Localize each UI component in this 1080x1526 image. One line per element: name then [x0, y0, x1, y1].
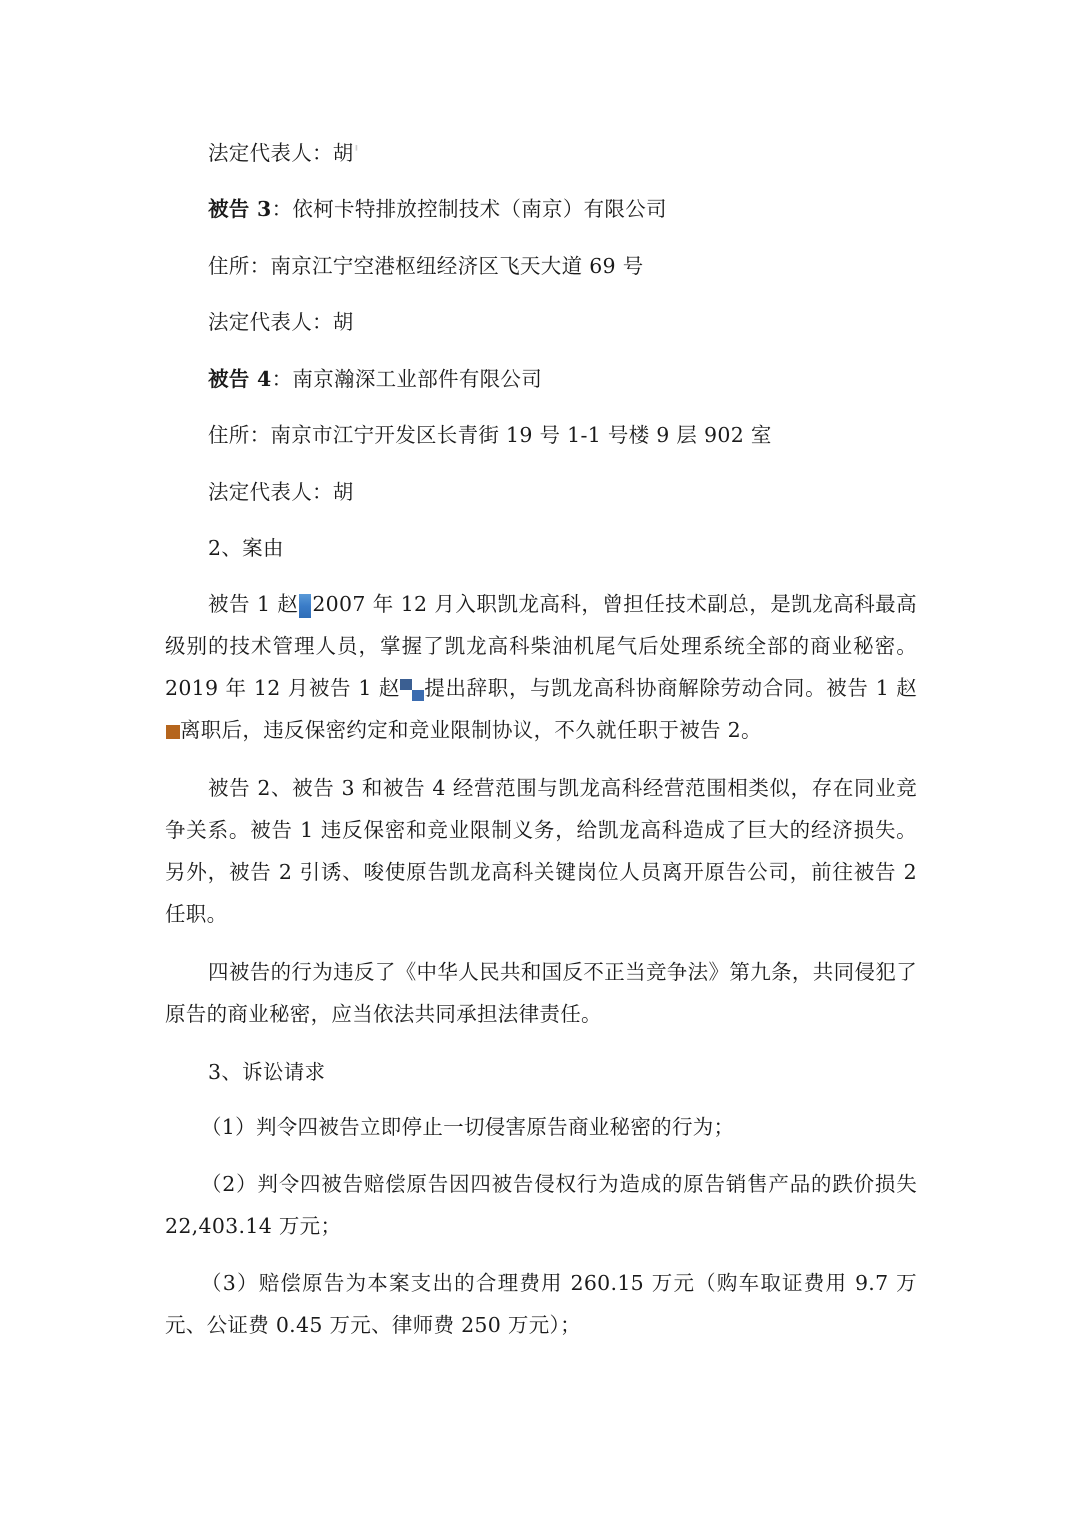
legal-rep-line-2: 法定代表人：胡 [208, 310, 354, 334]
redaction-mosaic [299, 594, 311, 618]
claim-1: （1）判令四被告立即停止一切侵害原告商业秘密的行为； [201, 1115, 735, 1139]
redaction-mosaic [166, 725, 180, 739]
defendant-3-name: 依柯卡特排放控制技术（南京）有限公司 [292, 197, 667, 221]
defendant-4-label: 被告 4 [208, 367, 272, 391]
redaction-mosaic [400, 679, 424, 701]
section-3-heading: 3、诉讼请求 [208, 1060, 326, 1084]
legal-rep-line-1: 法定代表人：胡' [208, 141, 360, 165]
defendant-3-address: 住所：南京江宁空港枢纽经济区飞天大道 69 号 [208, 254, 644, 278]
case-cause-paragraph-2: 被告 2、被告 3 和被告 4 经营范围与凯龙高科经营范围相类似，存在同业竞争关系。被告 1 违反保密和竞业限制义务，给凯龙高科造成了巨大的经济损失。另外，被告 2 引诱、唆使原告凯龙高科关键岗位人员离开原告公司，前往被告 2 任职。 [165, 776, 917, 926]
defendant-4-name: 南京瀚深工业部件有限公司 [292, 367, 543, 391]
section-2-heading: 2、案由 [208, 536, 284, 560]
legal-rep-line-3: 法定代表人：胡 [208, 480, 354, 504]
claim-2: （2）判令四被告赔偿原告因四被告侵权行为造成的原告销售产品的跌价损失 22,403.14 万元； [165, 1172, 917, 1238]
claim-3: （3）赔偿原告为本案支出的合理费用 260.15 万元（购车取证费用 9.7 万元、公证费 0.45 万元、律师费 250 万元）； [165, 1271, 917, 1337]
defendant-4-line: 被告 4：南京瀚深工业部件有限公司 [208, 367, 543, 391]
defendant-4-address: 住所：南京市江宁开发区长青街 19 号 1-1 号楼 9 层 902 室 [208, 423, 772, 447]
case-cause-paragraph-1: 被告 1 赵 2007 年 12 月入职凯龙高科，曾担任技术副总，是凯龙高科最高级别的技术管理人员，掌握了凯龙高科柴油机尾气后处理系统全部的商业秘密。2019 年 12 月被告 1 赵 提出辞职，与凯龙高科协商解除劳动合同。被告 1 赵离职后，违反保密约定和竞业限制协议，不久就任职于被告 2。 [165, 592, 918, 742]
defendant-3-label: 被告 3 [208, 197, 272, 221]
case-cause-paragraph-3: 四被告的行为违反了《中华人民共和国反不正当竞争法》第九条，共同侵犯了原告的商业秘密，应当依法共同承担法律责任。 [165, 960, 917, 1026]
defendant-3-line: 被告 3：依柯卡特排放控制技术（南京）有限公司 [208, 197, 667, 221]
